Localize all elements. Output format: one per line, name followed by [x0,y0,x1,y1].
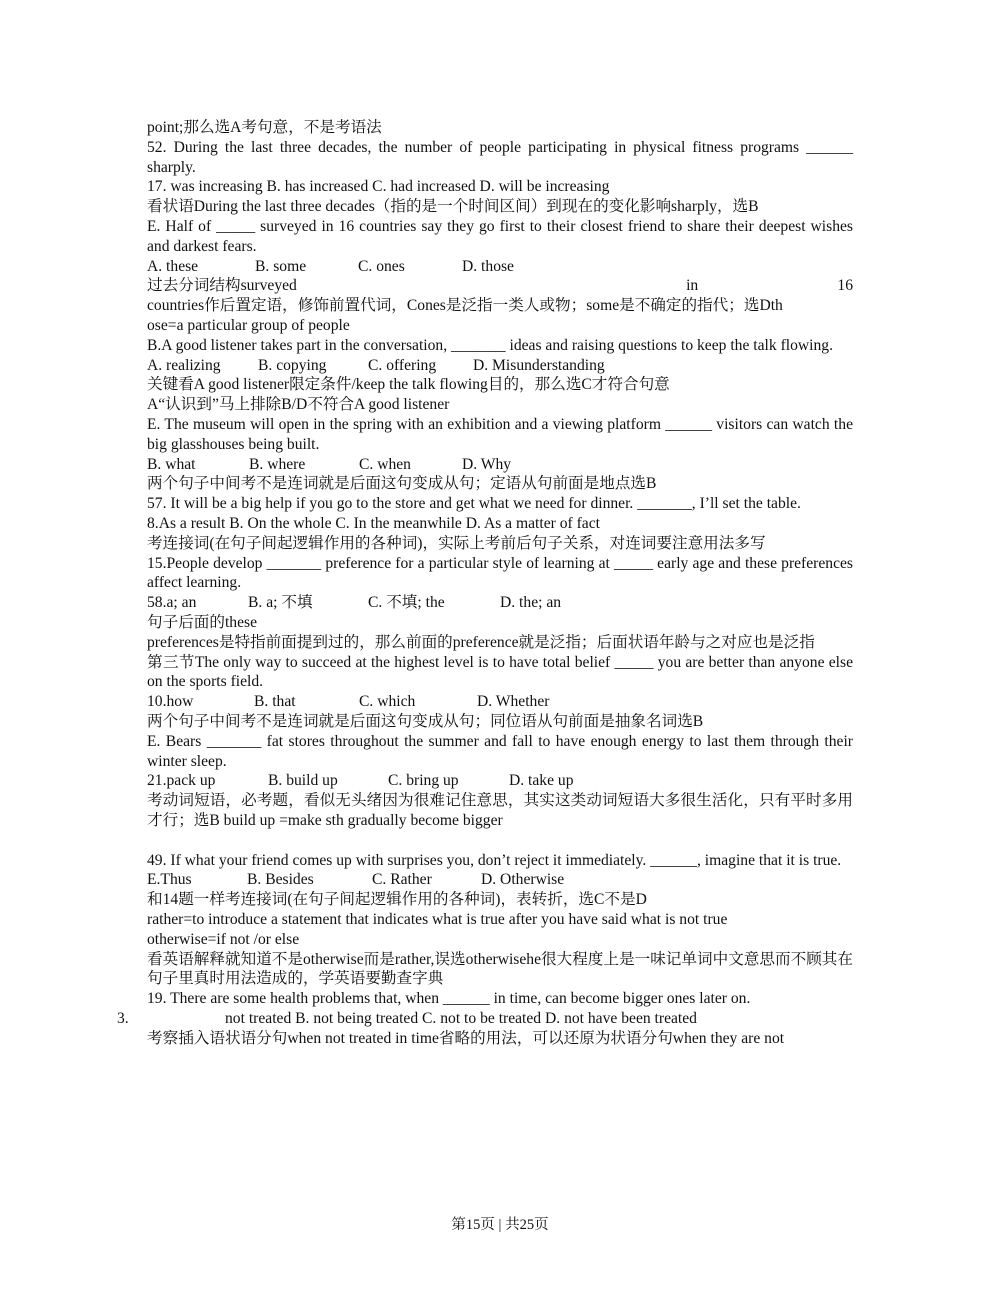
explanation-line [147,276,853,296]
blank-line [147,831,853,851]
options-line [147,593,853,613]
explanation-line: 句子后面的these [147,613,258,631]
question-line: B.A good listener takes part in the conversation, _______ ideas and raising questions to keep the talk flowing. [147,336,833,354]
explanation-line: A“认识到”马上排除B/D不符合A good listener [147,396,450,414]
question-line: 15.People develop _______ preference for a particular style of learning at _____ early age and these preferences affect learning. [147,554,853,592]
options-line: 8.As a result B. On the whole C. In the meanwhile D. As a matter of fact [147,514,600,532]
option-a: B. what [147,455,196,473]
option-a: A. realizing [147,356,221,374]
option-c: C. offering [368,356,437,374]
question-line: E. Half of _____ surveyed in 16 countries say they go first to their closest friend to share their deepest wishes and darkest fears. [147,217,853,255]
explanation-line: 看英语解释就知道不是otherwise而是rather,误选otherwisehe很大程度上是一味记单词中文意思而不顾其在句子里真时用法造成的，学英语要勤查字典 [147,950,853,988]
options-text: not treated B. not being treated C. not to be treated D. not have been treated [225,1010,697,1028]
explanation-line: 关键看A good listener限定条件/keep the talk flowing目的，那么选C才符合句意 [147,376,670,394]
option-b: B. that [254,693,296,711]
options-line [147,692,853,712]
option-d: D. Why [462,455,512,473]
text-line: point;那么选A考句意，不是考语法 [147,119,382,136]
explanation-line: 考连接词(在句子间起逻辑作用的各种词)，实际上考前后句子关系，对连词要注意用法多写 [147,534,766,552]
options-line: 17. was increasing B. has increased C. had increased D. will be increasing [147,178,610,196]
page-footer: 第15页 | 共25页 [451,1217,549,1233]
option-b: B. a; 不填 [248,594,313,612]
option-a: A. these [147,257,199,275]
option-a: E.Thus [147,871,192,889]
explanation-line: ose=a particular group of people [147,316,350,334]
explanation-line: 考动词短语，必考题，看似无头绪因为很难记住意思，其实这类动词短语大多很生活化，只有平时多用才行；选B build up =make sth gradually become bigger [147,792,853,829]
question-57: 57. It will be a big help if you go to the store and get what we need for dinner. _______, I’ll set the table. [147,495,801,513]
option-a: 58.a; an [147,594,197,612]
question-52: 52. During the last three decades, the number of people participating in physical fitness programs ______ sharply. [147,138,853,176]
explanation-line: 和14题一样考连接词(在句子间起逻辑作用的各种词)，表转折，选C不是D [147,891,647,909]
option-d: D. take up [509,772,574,790]
text-segment: 过去分词结构surveyed [147,277,297,295]
explanation-line: 考察插入语状语分句when not treated in time省略的用法，可以还原为状语分句when they are not [147,1029,785,1047]
option-d: D. the; an [500,594,562,612]
explanation-line: 两个句子中间考不是连词就是后面这句变成从句；同位语从句前面是抽象名词选B [147,712,704,730]
option-b: B. some [255,257,307,275]
document-body [117,118,853,1049]
options-line [117,1009,853,1029]
options-line [147,771,853,791]
question-line: 第三节The only way to succeed at the highest level is to have total belief _____ you are better than anyone else on the sports field. [147,653,853,691]
options-line [147,455,853,475]
option-d: D. Misunderstanding [473,356,605,374]
text-segment: 16 [837,277,853,295]
option-d: D. Otherwise [481,871,565,889]
option-c: C. ones [358,257,405,275]
question-19: 19. There are some health problems that, when ______ in time, can become bigger ones later on. [147,990,751,1008]
explanation-line: rather=to introduce a statement that indicates what is true after you have said what is not true [147,911,728,929]
explanation-line: countries作后置定语，修饰前置代词，Cones是泛指一类人或物；some是不确定的指代；选Dth [147,297,783,315]
option-b: B. where [249,455,306,473]
option-b: B. Besides [247,871,314,889]
options-line [147,870,853,890]
option-d: D. Whether [477,693,550,711]
explanation-line: 看状语During the last three decades（指的是一个时间区间）到现在的变化影响sharply，选B [147,198,759,216]
options-line [147,257,853,277]
option-c: C. Rather [372,871,432,889]
option-c: C. 不填; the [368,594,445,612]
options-line [147,356,853,376]
option-d: D. those [462,257,514,275]
option-b: B. build up [268,772,338,790]
option-c: C. when [359,455,411,473]
option-c: C. which [359,693,416,711]
explanation-line: preferences是特指前面提到过的，那么前面的preference就是泛指；后面状语年龄与之对应也是泛指 [147,633,815,651]
question-line: E. Bears _______ fat stores throughout the summer and fall to have enough energy to last them through their winter sleep. [147,732,853,770]
option-c: C. bring up [388,772,459,790]
list-number: 3. [117,1010,129,1028]
explanation-line: otherwise=if not /or else [147,930,300,948]
option-b: B. copying [258,356,327,374]
option-a: 21.pack up [147,772,216,790]
explanation-line: 两个句子中间考不是连词就是后面这句变成从句；定语从句前面是地点选B [147,475,657,493]
question-line: E. The museum will open in the spring with an exhibition and a viewing platform ______ visitors can watch the big glasshouses being built. [147,415,853,453]
option-a: 10.how [147,693,194,711]
text-segment: in [686,277,699,295]
question-49: 49. If what your friend comes up with surprises you, don’t reject it immediately. ______, imagine that it is true. [147,851,842,869]
